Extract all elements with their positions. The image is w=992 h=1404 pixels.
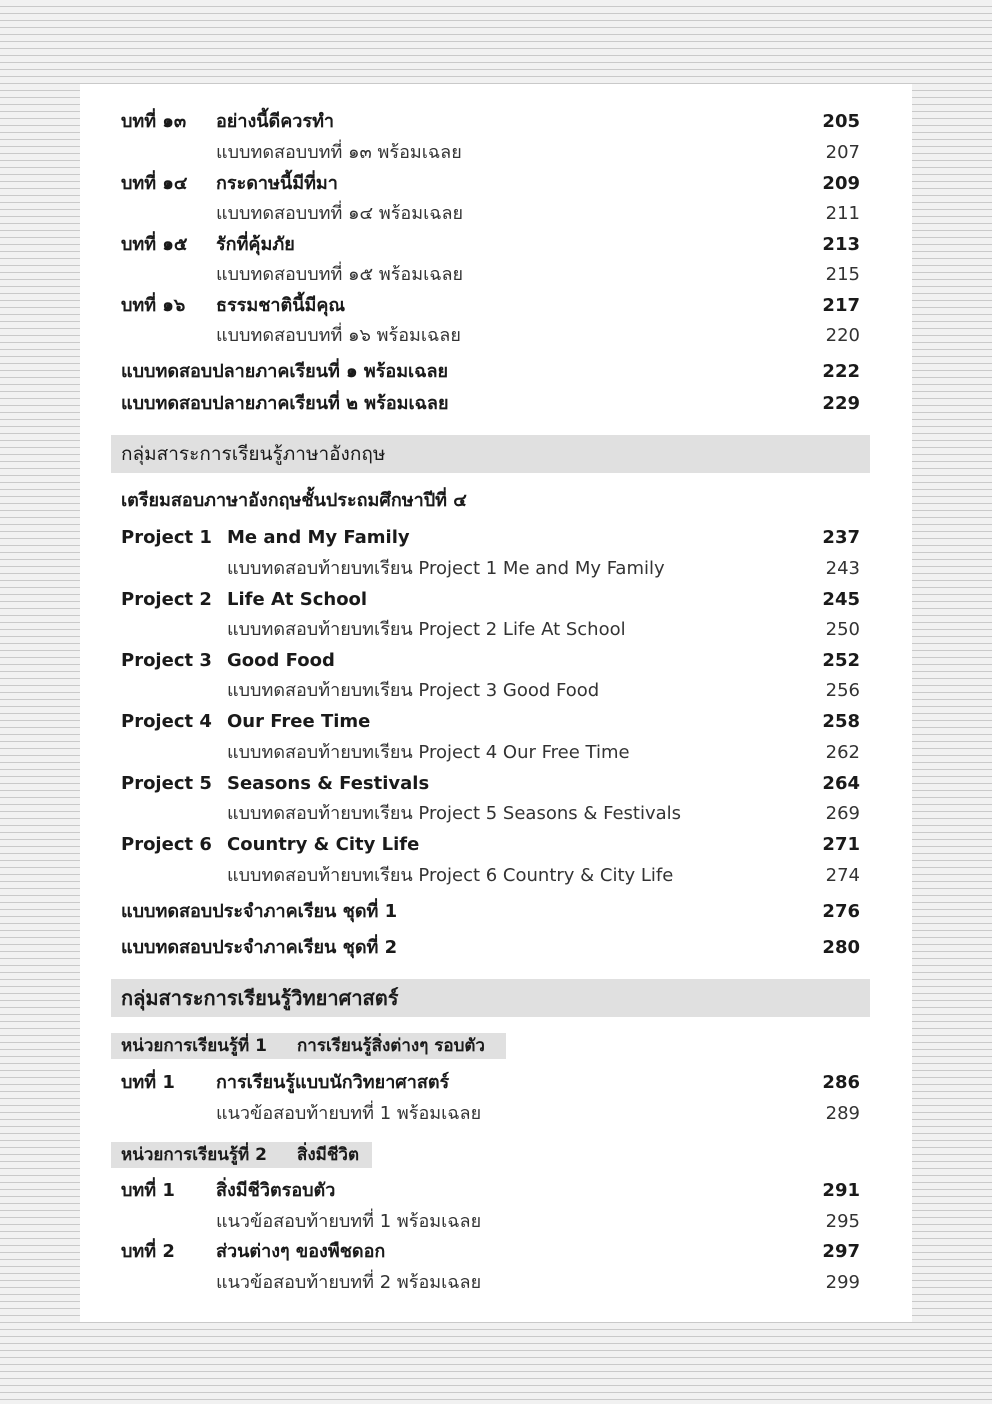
page-number: 205 (822, 111, 860, 132)
toc-entry[interactable] (80, 897, 912, 927)
section-header-english: กลุ่มสาระการเรียนรู้ภาษาอังกฤษ (111, 435, 870, 473)
page-number: 217 (822, 295, 860, 316)
project-title: Me and My Family (227, 527, 410, 548)
toc-entry[interactable] (80, 830, 912, 860)
toc-entry[interactable] (80, 357, 912, 387)
toc-entry[interactable] (80, 230, 912, 260)
toc-subentry[interactable] (80, 1099, 912, 1129)
toc-subentry[interactable] (80, 861, 912, 891)
unit-header (111, 1033, 506, 1059)
lesson-label: บทที่ ๑๖ (121, 295, 186, 316)
lesson-title: รักที่คุ้มภัย (216, 234, 295, 255)
toc-entry[interactable] (80, 769, 912, 799)
toc-entry[interactable] (80, 646, 912, 676)
page-number: 252 (822, 650, 860, 671)
page-number: 264 (822, 773, 860, 794)
toc-entry[interactable] (80, 1176, 912, 1206)
toc-subentry[interactable] (80, 554, 912, 584)
project-label: Project 6 (121, 834, 212, 855)
lesson-title: ธรรมชาตินี้มีคุณ (216, 295, 346, 316)
page-number: 213 (822, 234, 860, 255)
toc-subentry[interactable] (80, 138, 912, 168)
toc-subentry[interactable] (80, 199, 912, 229)
test-title: แนวข้อสอบท้ายบทที่ 2 พร้อมเฉลย (216, 1272, 482, 1293)
page-number: 271 (822, 834, 860, 855)
page-number: 289 (825, 1103, 860, 1124)
lesson-title: การเรียนรู้แบบนักวิทยาศาสตร์ (216, 1072, 450, 1093)
page-number: 211 (825, 203, 860, 224)
section-subtitle: เตรียมสอบภาษาอังกฤษชั้นประถมศึกษาปีที่ ๔ (121, 490, 467, 511)
page-number: 256 (825, 680, 860, 701)
test-title: แบบทดสอบบทที่ ๑๓ พร้อมเฉลย (216, 142, 462, 163)
toc-subentry[interactable] (80, 738, 912, 768)
page-number: 237 (822, 527, 860, 548)
lesson-label: บทที่ ๑๓ (121, 111, 187, 132)
page-number: 209 (822, 173, 860, 194)
lesson-title: ส่วนต่างๆ ของพืชดอก (216, 1241, 386, 1262)
test-title: แนวข้อสอบท้ายบทที่ 1 พร้อมเฉลย (216, 1211, 482, 1232)
project-label: Project 5 (121, 773, 212, 794)
test-title: แบบทดสอบท้ายบทเรียน Project 2 Life At School (227, 619, 626, 640)
section-header-science: กลุ่มสาระการเรียนรู้วิทยาศาสตร์ (111, 979, 870, 1017)
page-number: 269 (825, 803, 860, 824)
final-test-title: แบบทดสอบปลายภาคเรียนที่ ๒ พร้อมเฉลย (121, 393, 449, 414)
toc-entry[interactable] (80, 523, 912, 553)
toc-entry[interactable] (80, 107, 912, 137)
page-number: 286 (822, 1072, 860, 1093)
page-number: 243 (825, 558, 860, 579)
lesson-label: บทที่ 1 (121, 1072, 175, 1093)
toc-entry[interactable] (80, 1237, 912, 1267)
lesson-title: สิ่งมีชีวิตรอบตัว (216, 1180, 336, 1201)
test-title: แบบทดสอบท้ายบทเรียน Project 1 Me and My Family (227, 558, 665, 579)
page-number: 299 (825, 1272, 860, 1293)
test-title: แบบทดสอบบทที่ ๑๕ พร้อมเฉลย (216, 264, 464, 285)
page-number: 258 (822, 711, 860, 732)
term-test-title: แบบทดสอบประจำภาคเรียน ชุดที่ 1 (121, 901, 398, 922)
page-number: 207 (825, 142, 860, 163)
test-title: แบบทดสอบท้ายบทเรียน Project 5 Seasons & Festivals (227, 803, 682, 824)
test-title: แบบทดสอบท้ายบทเรียน Project 6 Country & City Life (227, 865, 674, 886)
project-title: Life At School (227, 589, 368, 610)
toc-entry[interactable] (80, 169, 912, 199)
toc-subentry[interactable] (80, 260, 912, 290)
project-title: Country & City Life (227, 834, 420, 855)
toc-entry[interactable] (80, 291, 912, 321)
lesson-title: กระดาษนี้มีที่มา (216, 173, 338, 194)
page-number: 250 (825, 619, 860, 640)
lesson-label: บทที่ 2 (121, 1241, 175, 1262)
lesson-label: บทที่ ๑๔ (121, 173, 188, 194)
project-label: Project 4 (121, 711, 212, 732)
toc-subentry[interactable] (80, 321, 912, 351)
page-number: 262 (825, 742, 860, 763)
page-number: 291 (822, 1180, 860, 1201)
test-title: แบบทดสอบท้ายบทเรียน Project 3 Good Food (227, 680, 600, 701)
test-title: แบบทดสอบท้ายบทเรียน Project 4 Our Free Time (227, 742, 630, 763)
final-test-title: แบบทดสอบปลายภาคเรียนที่ ๑ พร้อมเฉลย (121, 361, 449, 382)
test-title: แบบทดสอบบทที่ ๑๖ พร้อมเฉลย (216, 325, 461, 346)
page-number: 215 (825, 264, 860, 285)
project-label: Project 1 (121, 527, 212, 548)
unit-label: หน่วยการเรียนรู้ที่ 1 (121, 1036, 267, 1056)
toc-entry[interactable] (80, 1068, 912, 1098)
toc-subentry[interactable] (80, 676, 912, 706)
toc-subentry[interactable] (80, 1207, 912, 1237)
toc-entry[interactable] (80, 585, 912, 615)
page-number: 222 (822, 361, 860, 382)
lesson-label: บทที่ 1 (121, 1180, 175, 1201)
toc-subentry[interactable] (80, 615, 912, 645)
toc-page (80, 84, 912, 1322)
unit-header (111, 1142, 372, 1168)
page-number: 297 (822, 1241, 860, 1262)
page-number: 276 (822, 901, 860, 922)
unit-title: การเรียนรู้สิ่งต่างๆ รอบตัว (297, 1036, 485, 1056)
test-title: แบบทดสอบบทที่ ๑๔ พร้อมเฉลย (216, 203, 464, 224)
project-label: Project 3 (121, 650, 212, 671)
term-test-title: แบบทดสอบประจำภาคเรียน ชุดที่ 2 (121, 937, 398, 958)
page-number: 245 (822, 589, 860, 610)
project-label: Project 2 (121, 589, 212, 610)
page-number: 280 (822, 937, 860, 958)
toc-subentry[interactable] (80, 1268, 912, 1298)
lesson-title: อย่างนี้ดีควรทำ (216, 111, 335, 132)
test-title: แนวข้อสอบท้ายบทที่ 1 พร้อมเฉลย (216, 1103, 482, 1124)
toc-entry[interactable] (80, 707, 912, 737)
unit-label: หน่วยการเรียนรู้ที่ 2 (121, 1145, 267, 1165)
project-title: Our Free Time (227, 711, 371, 732)
page-number: 274 (825, 865, 860, 886)
page-number: 220 (825, 325, 860, 346)
toc-entry[interactable] (80, 933, 912, 963)
page-number: 295 (825, 1211, 860, 1232)
toc-subentry[interactable] (80, 799, 912, 829)
project-title: Good Food (227, 650, 335, 671)
project-title: Seasons & Festivals (227, 773, 430, 794)
page-number: 229 (822, 393, 860, 414)
toc-entry[interactable] (80, 389, 912, 419)
unit-title: สิ่งมีชีวิต (297, 1145, 360, 1165)
lesson-label: บทที่ ๑๕ (121, 234, 188, 255)
